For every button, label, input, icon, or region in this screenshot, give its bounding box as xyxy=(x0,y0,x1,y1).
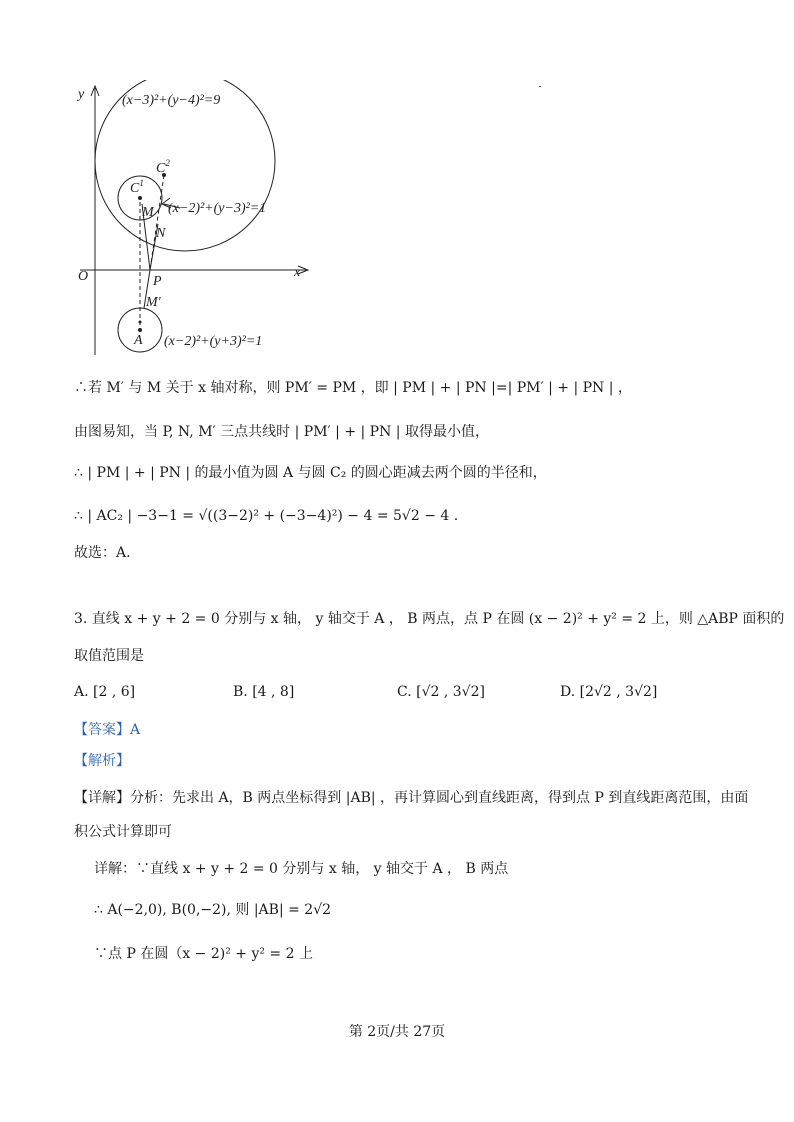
option-c[interactable]: C. [√2 , 3√2] xyxy=(397,684,485,700)
small-circle-equation: (x−2)²+(y−3)²=1 xyxy=(168,201,267,216)
point-a xyxy=(138,328,142,332)
label-o: O xyxy=(78,269,89,284)
label-p: P xyxy=(153,274,162,289)
label-c1: $C^1$ xyxy=(130,178,144,196)
detail-line5: ∵点 P 在圆（x − 2)² + y² = 2 上 xyxy=(94,946,313,962)
point-mprime-dot xyxy=(139,321,142,324)
geometry-figure xyxy=(60,80,320,365)
question3-stem-line2: 取值范围是 xyxy=(74,648,144,664)
point-c1 xyxy=(138,196,142,200)
solution2-line4: ∴ | AC₂ | −3−1 = √((3−2)² + (−3−4)²) − 4 = 5√2 − 4 . xyxy=(74,508,459,524)
label-m: M xyxy=(142,205,154,220)
solution2-line1: ∴若 M′ 与 M 关于 x 轴对称，则 PM′ = PM ，即 | PM | + | PN |=| PM′ | + | PN | ， xyxy=(74,380,632,396)
label-mprime: M′ xyxy=(146,295,161,310)
page-footer: 第 2页/共 27页 xyxy=(348,1024,446,1040)
solution2-line2: 由图易知，当 P, N, M′ 三点共线时 | PM′ | + | PN | 取得最小值， xyxy=(74,424,489,440)
stray-dot xyxy=(539,86,541,87)
label-c2: $C^2$ xyxy=(156,158,170,176)
lower-circle-equation: (x−2)²+(y+3)²=1 xyxy=(164,334,263,349)
analysis-label: 【解析】 xyxy=(74,753,130,769)
answer-label: 【答案】A xyxy=(74,722,141,738)
question3-stem-line1: 3. 直线 x + y + 2 = 0 分别与 x 轴， y 轴交于 A ， B 两点，点 P 在圆 (x − 2)² + y² = 2 上，则 △ABP 面积的 xyxy=(74,611,785,627)
option-b[interactable]: B. [4 , 8] xyxy=(233,684,295,700)
option-d[interactable]: D. [2√2 , 3√2] xyxy=(560,684,658,700)
label-x: x xyxy=(294,265,301,280)
solution2-line3: ∴ | PM | + | PN | 的最小值为圆 A 与圆 C₂ 的圆心距减去两个圆的半径和， xyxy=(74,465,547,481)
detail-line2: 积公式计算即可 xyxy=(74,824,172,840)
detail-line4: ∴ A(−2,0), B(0,−2), 则 |AB| = 2√2 xyxy=(94,902,332,918)
label-y: y xyxy=(78,87,85,102)
big-circle-equation: (x−3)²+(y−4)²=9 xyxy=(122,93,221,108)
solution2-line5: 故选：A. xyxy=(74,545,131,561)
label-n: N xyxy=(156,226,166,241)
detail-line3: 详解：∵直线 x + y + 2 = 0 分别与 x 轴， y 轴交于 A ， B 两点 xyxy=(94,861,509,877)
label-a: A xyxy=(134,333,143,348)
detail-line1: 【详解】分析：先求出 A，B 两点坐标得到 |AB| ，再计算圆心到直线距离，得到点 P 到直线距离范围，由面 xyxy=(74,790,749,806)
option-a[interactable]: A. [2 , 6] xyxy=(74,684,136,700)
